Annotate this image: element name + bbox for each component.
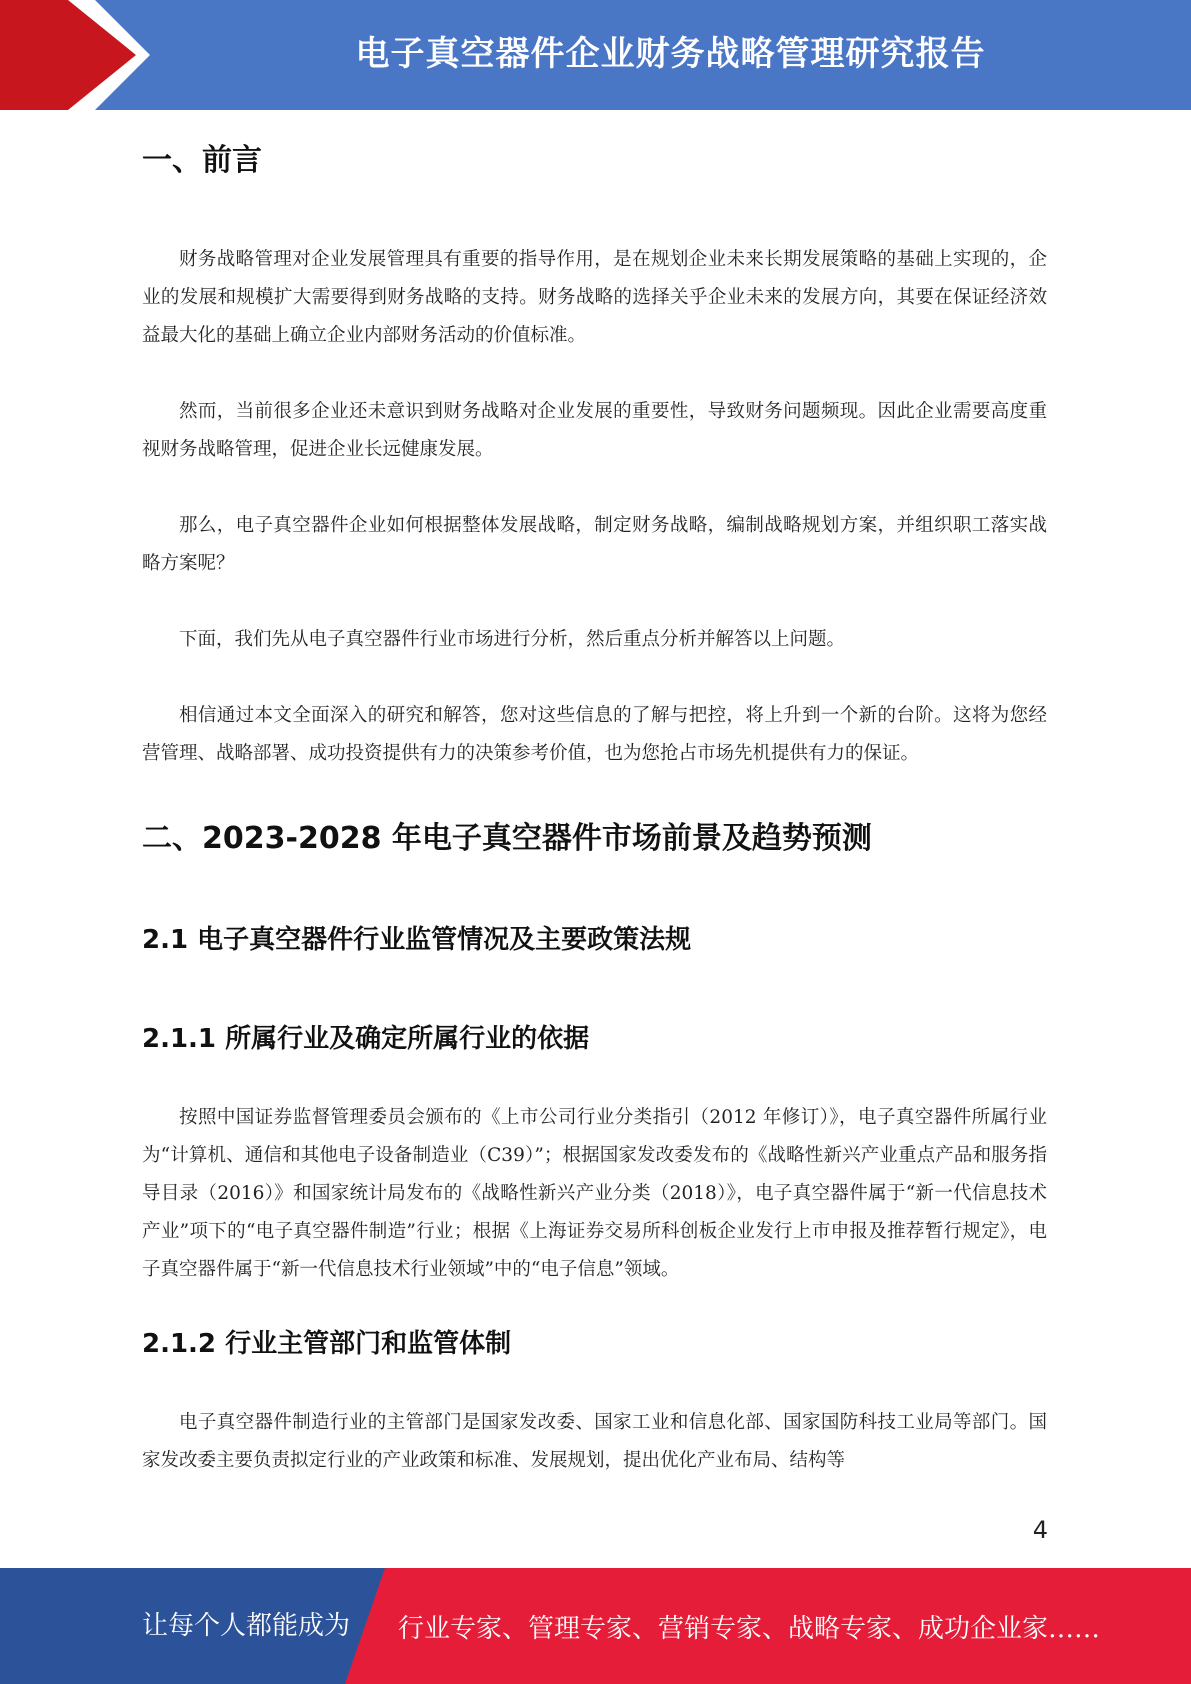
section-heading-market: 二、2023-2028 年电子真空器件市场前景及趋势预测	[142, 821, 872, 856]
paragraph-2-1-1: 按照中国证券监督管理委员会颁布的《上市公司行业分类指引（2012 年修订）》，电子真空器件所属行业为“计算机、通信和其他电子设备制造业（C39）”；根据国家发改委发布的《战略性新兴产业重点产品和服务指导目录（2016）》和国家统计局发布的《战略性新兴产业分类（2018）》，电子真空器件属于“新一代信息技术产业”项下的“电子真空器件制造”行业；根据《上海证券交易所科创板企业发行上市申报及推荐暂行规定》，电子真空器件属于“新一代信息技术行业领域”中的“电子信息”领域。	[142, 1107, 1047, 1280]
intro-paragraph-3: 那么，电子真空器件企业如何根据整体发展战略，制定财务战略，编制战略规划方案，并组织职工落实战略方案呢？	[142, 515, 1047, 574]
footer-slogan-right: 行业专家、管理专家、营销专家、战略专家、成功企业家……	[398, 1614, 1101, 1644]
footer-slogan-left: 让每个人都能成为	[142, 1611, 351, 1641]
subsection-heading-2-1-1: 2.1.1 所属行业及确定所属行业的依据	[142, 1024, 590, 1054]
document-body	[142, 135, 1047, 1480]
intro-paragraph-5: 相信通过本文全面深入的研究和解答，您对这些信息的了解与把控，将上升到一个新的台阶。这将为您经营管理、战略部署、成功投资提供有力的决策参考价值，也为您抢占市场先机提供有力的保证。	[142, 705, 1047, 764]
intro-paragraph-4: 下面，我们先从电子真空器件行业市场进行分析，然后重点分析并解答以上问题。	[179, 629, 846, 650]
page-number: 4	[1032, 1516, 1048, 1544]
header-chevron-icon	[0, 0, 136, 110]
paragraph-2-1-2: 电子真空器件制造行业的主管部门是国家发改委、国家工业和信息化部、国家国防科技工业局等部门。国家发改委主要负责拟定行业的产业政策和标准、发展规划，提出优化产业布局、结构等	[142, 1412, 1047, 1471]
intro-paragraph-1: 财务战略管理对企业发展管理具有重要的指导作用，是在规划企业未来长期发展策略的基础上实现的，企业的发展和规模扩大需要得到财务战略的支持。财务战略的选择关乎企业未来的发展方向，其要在保证经济效益最大化的基础上确立企业内部财务活动的价值标准。	[142, 249, 1047, 346]
document-title: 电子真空器件企业财务战略管理研究报告	[355, 34, 986, 74]
subsection-heading-2-1-2: 2.1.2 行业主管部门和监管体制	[142, 1329, 512, 1359]
intro-paragraph-2: 然而，当前很多企业还未意识到财务战略对企业发展的重要性，导致财务问题频现。因此企业需要高度重视财务战略管理，促进企业长远健康发展。	[142, 401, 1047, 460]
footer-banner	[0, 1568, 1191, 1684]
header-banner	[0, 0, 1191, 110]
subsection-heading-2-1: 2.1 电子真空器件行业监管情况及主要政策法规	[142, 925, 692, 955]
section-heading-intro: 一、前言	[142, 143, 262, 178]
